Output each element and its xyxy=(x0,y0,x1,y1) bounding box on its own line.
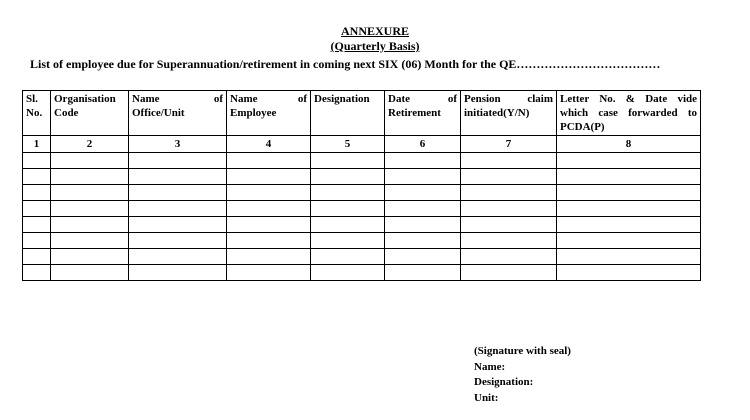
table-cell xyxy=(311,185,385,201)
header-text: PCDA(P) xyxy=(560,121,605,133)
table-cell xyxy=(385,153,461,169)
table-cell xyxy=(129,233,227,249)
column-number-row xyxy=(23,136,701,153)
table-cell xyxy=(23,153,51,169)
table-cell xyxy=(129,265,227,281)
table-cell xyxy=(311,233,385,249)
table-cell xyxy=(461,249,557,265)
table-row xyxy=(23,265,701,281)
table-cell xyxy=(129,217,227,233)
column-number: 2 xyxy=(51,136,129,153)
table-cell xyxy=(227,185,311,201)
table-cell xyxy=(385,265,461,281)
table-cell xyxy=(461,217,557,233)
table-cell xyxy=(23,233,51,249)
header-date-of-retirement xyxy=(385,91,461,136)
header-text: Retirement xyxy=(388,107,441,119)
header-text: Employee xyxy=(230,107,277,119)
column-number: 8 xyxy=(557,136,701,153)
table-cell xyxy=(23,201,51,217)
table-cell xyxy=(557,185,701,201)
table-row xyxy=(23,233,701,249)
table-cell xyxy=(311,201,385,217)
table-cell xyxy=(557,169,701,185)
table-cell xyxy=(227,233,311,249)
table-cell xyxy=(557,153,701,169)
table-cell xyxy=(51,169,129,185)
header-name-of-office xyxy=(129,91,227,136)
table-cell xyxy=(51,201,129,217)
table-cell xyxy=(23,185,51,201)
table-row xyxy=(23,217,701,233)
table-cell xyxy=(227,201,311,217)
employee-retirement-table xyxy=(22,90,701,281)
table-cell xyxy=(461,169,557,185)
annexure-title: ANNEXURE xyxy=(340,24,409,38)
header-text: Office/Unit xyxy=(132,107,185,119)
header-letter-no xyxy=(557,91,701,136)
header-text: Name of xyxy=(230,93,307,105)
table-cell xyxy=(23,265,51,281)
column-number: 1 xyxy=(23,136,51,153)
table-cell xyxy=(51,265,129,281)
table-cell xyxy=(51,233,129,249)
header-text: Code xyxy=(54,107,79,119)
header-text: Sl. xyxy=(26,93,38,105)
table-row xyxy=(23,185,701,201)
header-text: Pension claim xyxy=(464,93,553,105)
table-cell xyxy=(311,153,385,169)
table-cell xyxy=(23,217,51,233)
header-text: Designation xyxy=(314,93,370,105)
table-cell xyxy=(51,153,129,169)
table-cell xyxy=(557,217,701,233)
table-row xyxy=(23,169,701,185)
signature-name-label: Name: xyxy=(474,361,506,373)
table-cell xyxy=(557,249,701,265)
header-text: initiated(Y/N) xyxy=(464,107,530,119)
column-number: 3 xyxy=(129,136,227,153)
table-cell xyxy=(461,233,557,249)
header-text: Date of xyxy=(388,93,457,105)
table-cell xyxy=(385,217,461,233)
table-cell xyxy=(385,169,461,185)
table-cell xyxy=(461,201,557,217)
signature-unit-label: Unit: xyxy=(474,392,499,404)
header-name-of-employee xyxy=(227,91,311,136)
table-cell xyxy=(227,265,311,281)
header-text: Letter No. & Date vide xyxy=(560,93,697,105)
header-organisation-code xyxy=(51,91,129,136)
table-cell xyxy=(129,201,227,217)
signature-seal-label: (Signature with seal) xyxy=(474,345,571,357)
table-cell xyxy=(129,249,227,265)
table-cell xyxy=(227,249,311,265)
table-cell xyxy=(461,265,557,281)
header-text: which case forwarded to xyxy=(560,107,697,119)
annexure-description: List of employee due for Superannuation/retirement in coming next SIX (06) Month for the QE……………………………… xyxy=(30,57,661,71)
table-cell xyxy=(385,249,461,265)
table-cell xyxy=(129,153,227,169)
table-row xyxy=(23,249,701,265)
header-designation xyxy=(311,91,385,136)
table-cell xyxy=(129,169,227,185)
column-number: 7 xyxy=(461,136,557,153)
column-number: 6 xyxy=(385,136,461,153)
table-cell xyxy=(461,153,557,169)
header-text: Name of xyxy=(132,93,223,105)
table-cell xyxy=(227,217,311,233)
column-number: 4 xyxy=(227,136,311,153)
table-cell xyxy=(557,233,701,249)
table-cell xyxy=(311,169,385,185)
table-cell xyxy=(311,249,385,265)
table-cell xyxy=(23,249,51,265)
table-cell xyxy=(227,169,311,185)
header-pension-claim xyxy=(461,91,557,136)
table-cell xyxy=(23,169,51,185)
table-cell xyxy=(385,233,461,249)
table-cell xyxy=(461,185,557,201)
table-cell xyxy=(51,217,129,233)
table-cell xyxy=(51,249,129,265)
table-cell xyxy=(311,265,385,281)
header-text: No. xyxy=(26,107,43,119)
table-cell xyxy=(557,265,701,281)
signature-designation-label: Designation: xyxy=(474,376,534,388)
table-cell xyxy=(227,153,311,169)
table-row xyxy=(23,153,701,169)
table-cell xyxy=(385,201,461,217)
table-cell xyxy=(51,185,129,201)
header-sl-no xyxy=(23,91,51,136)
table-cell xyxy=(129,185,227,201)
table-row xyxy=(23,201,701,217)
table-cell xyxy=(557,201,701,217)
column-number: 5 xyxy=(311,136,385,153)
table-cell xyxy=(385,185,461,201)
header-text: Organisation xyxy=(54,93,116,105)
table-cell xyxy=(311,217,385,233)
table-header-row xyxy=(23,91,701,136)
annexure-subtitle: (Quarterly Basis) xyxy=(330,39,420,53)
